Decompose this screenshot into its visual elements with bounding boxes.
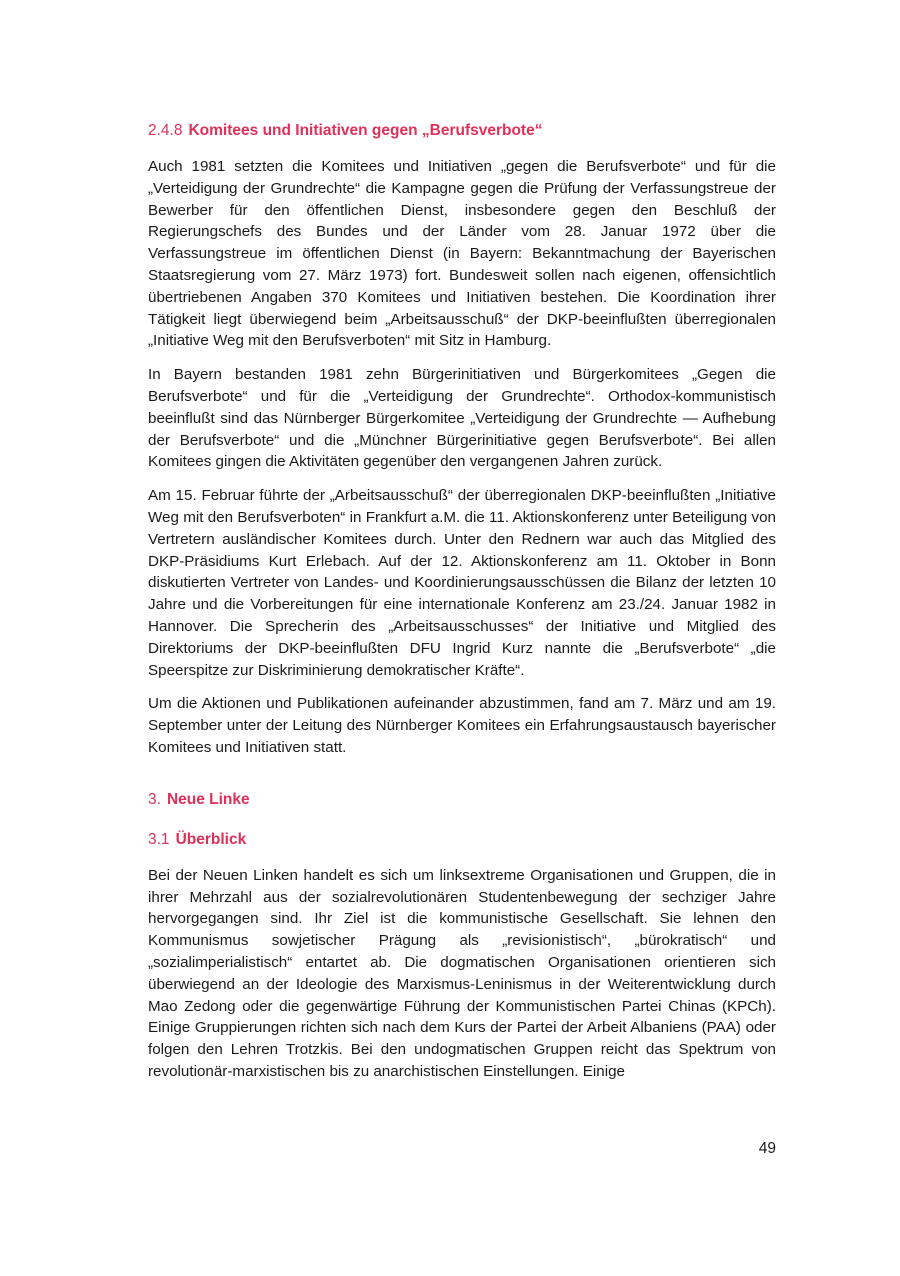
- paragraph: Um die Aktionen und Publikationen aufeinander abzustimmen, fand am 7. März und am 19. September unter der Leitung des Nürnberger Komitees ein Erfahrungsaustausch bayerischer Komitees und Initiativen statt.: [148, 695, 776, 756]
- section-heading-2-4-8: [148, 120, 776, 142]
- paragraph: Bei der Neuen Linken handelt es sich um linksextreme Organisationen und Gruppen, die in ihrer Mehrzahl aus der sozialrevolutionären Studentenbewegung der sechziger Jahre hervorgegangen sind. Ihr Ziel ist die kommunistische Gesellschaft. Sie lehnen den Kommunismus sowjetischer Prägung als „revisionistisch“, „bürokratisch“ und „sozialimperialistisch“ entartet ab. Die dogmatischen Organisationen orientieren sich überwiegend an der Ideologie des Marxismus-Leninismus in der Weiterentwicklung durch Mao Zedong oder die gegenwärtige Führung der Kommunistischen Partei Chinas (KPCh). Einige Gruppierungen richten sich nach dem Kurs der Partei der Arbeit Albaniens (PAA) oder folgen den Lehren Trotzkis. Bei den undogmatischen Gruppen reicht das Spektrum von revolutionär-marxistischen bis zu anarchistischen Einstellungen. Einige: [148, 866, 776, 1080]
- section-number: 2.4.8: [148, 122, 183, 139]
- paragraph: Auch 1981 setzten die Komitees und Initiativen „gegen die Berufsverbote“ und für die „Verteidigung der Grundrechte“ die Kampagne gegen die Prüfung der Verfassungstreue der Bewerber für den öffentlichen Dienst, insbesondere gegen den Beschluß der Regierungschefs des Bundes und der Länder vom 28. Januar 1972 über die Verfassungstreue im öffentlichen Dienst (in Bayern: Bekanntmachung der Bayerischen Staatsregierung vom 27. März 1973) fort. Bundesweit sollen nach eigenen, offensichtlich übertriebenen Angaben 370 Komitees und Initiativen bestehen. Die Koordination ihrer Tätigkeit liegt überwiegend beim „Arbeitsausschuß“ der DKP-beeinflußten überregionalen „Initiative Weg mit den Berufsverboten“ mit Sitz in Hamburg.: [148, 158, 776, 350]
- section-number: 3.: [148, 790, 161, 808]
- section-heading-3: [148, 789, 776, 811]
- page-body: [148, 120, 776, 1083]
- section-title: Neue Linke: [166, 790, 250, 808]
- section-heading-3-1: [148, 829, 776, 851]
- paragraph: Am 15. Februar führte der „Arbeitsausschuß“ der überregionalen DKP-beeinflußten „Initiative Weg mit den Berufsverboten“ in Frankfurt a.M. die 11. Aktionskonferenz unter Beteiligung von Vertretern ausländischer Komitees durch. Unter den Rednern war auch das Mitglied des DKP-Präsidiums Kurt Erlebach. Auf der 12. Aktionskonferenz am 11. Oktober in Bonn diskutierten Vertreter von Landes- und Koordinierungsausschüssen die Bilanz der letzten 10 Jahre und die Vorbereitungen für eine internationale Konferenz am 23./24. Januar 1982 in Hannover. Die Sprecherin des „Arbeitsausschusses“ der Initiative und Mitglied des Direktoriums der DKP-beeinflußten DFU Ingrid Kurz nannte die „Berufsverbote“ „die Speerspitze zur Diskriminierung demokratischer Kräfte“.: [148, 487, 776, 679]
- section-title: Komitees und Initiativen gegen „Berufsverbote“: [188, 122, 543, 139]
- section-title: Überblick: [175, 830, 247, 848]
- page-number: 49: [758, 1140, 776, 1157]
- paragraph: In Bayern bestanden 1981 zehn Bürgerinitiativen und Bürgerkomitees „Gegen die Berufsverbote“ und für die „Verteidigung der Grundrechte“. Orthodox-kommunistisch beeinflußt sind das Nürnberger Bürgerkomitee „Verteidigung der Grundrechte — Aufhebung der Berufsverbote“ und die „Münchner Bürgerinitiative gegen Berufsverbote“. Bei allen Komitees gingen die Aktivitäten gegenüber den vergangenen Jahren zurück.: [148, 366, 776, 471]
- section-number: 3.1: [148, 830, 170, 848]
